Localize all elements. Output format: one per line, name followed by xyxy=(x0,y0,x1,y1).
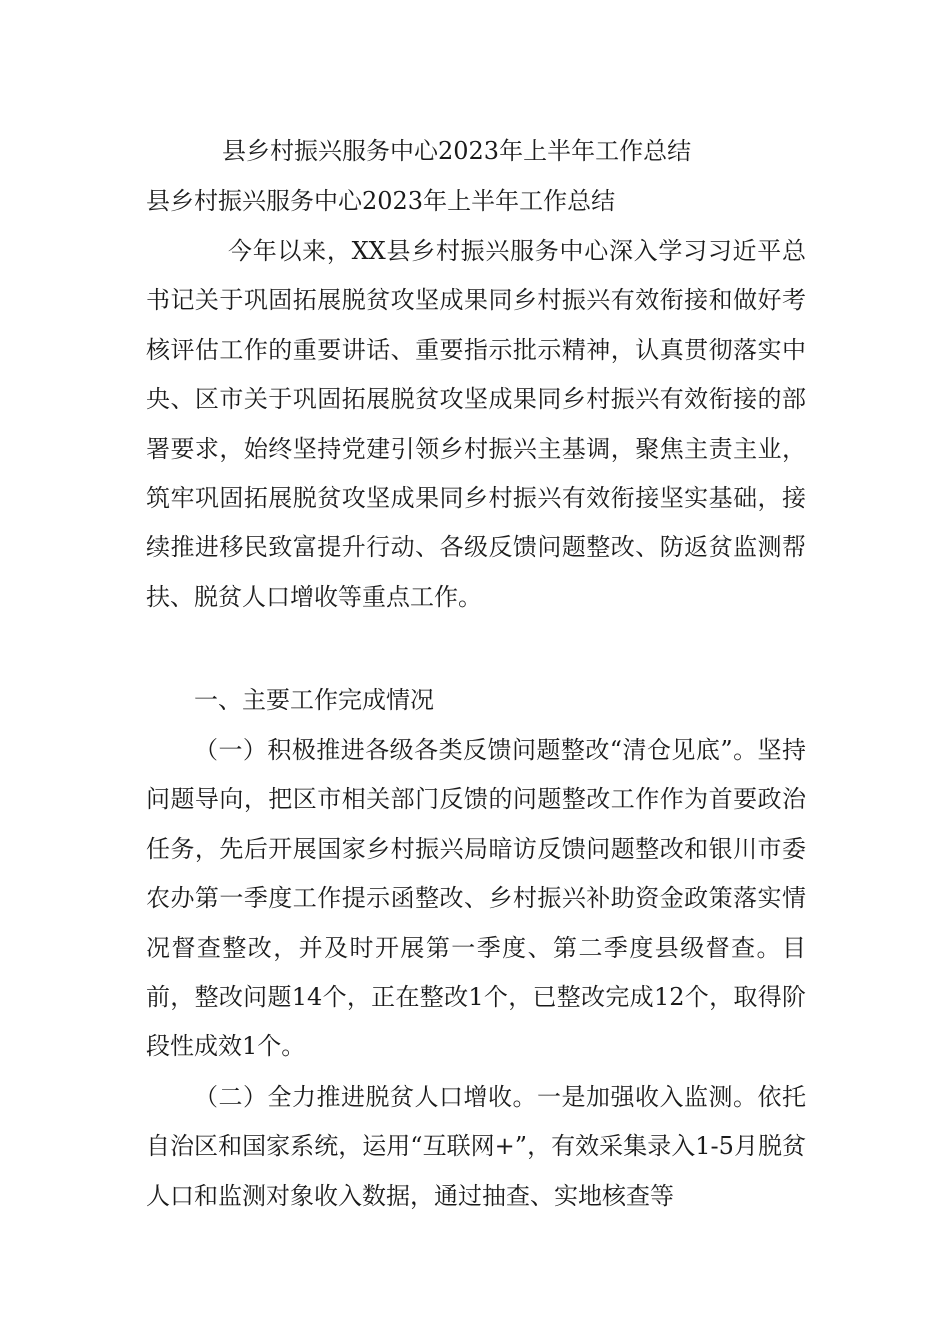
item-two-paragraph: （二）全力推进脱贫人口增收。一是加强收入监测。依托自治区和国家系统，运用“互联网+”，有效采集录入1-5月脱贫人口和监测对象收入数据，通过抽查、实地核查等 xyxy=(146,1083,806,1210)
section-heading: 一、主要工作完成情况 xyxy=(194,686,434,714)
item-one-paragraph: （一）积极推进各级各类反馈问题整改“清仓见底”。坚持问题导向，把区市相关部门反馈的问题整改工作作为首要政治任务，先后开展国家乡村振兴局暗访反馈问题整改和银川市委农办第一季度工作提示函整改、乡村振兴补助资金政策落实情况督查整改，并及时开展第一季度、第二季度县级督查。目前，整改问题14个，正在整改1个，已整改完成12个，取得阶段性成效1个。 xyxy=(146,736,806,1061)
document-title: 县乡村振兴服务中心2023年上半年工作总结 xyxy=(222,137,692,165)
document-subtitle: 县乡村振兴服务中心2023年上半年工作总结 xyxy=(146,187,616,215)
intro-paragraph: 今年以来，XX县乡村振兴服务中心深入学习习近平总书记关于巩固拓展脱贫攻坚成果同乡村振兴有效衔接和做好考核评估工作的重要讲话、重要指示批示精神，认真贯彻落实中央、区市关于巩固拓展脱贫攻坚成果同乡村振兴有效衔接的部署要求，始终坚持党建引领乡村振兴主基调，聚焦主责主业，筑牢巩固拓展脱贫攻坚成果同乡村振兴有效衔接坚实基础，接续推进移民致富提升行动、各级反馈问题整改、防返贫监测帮扶、脱贫人口增收等重点工作。 xyxy=(146,237,806,611)
